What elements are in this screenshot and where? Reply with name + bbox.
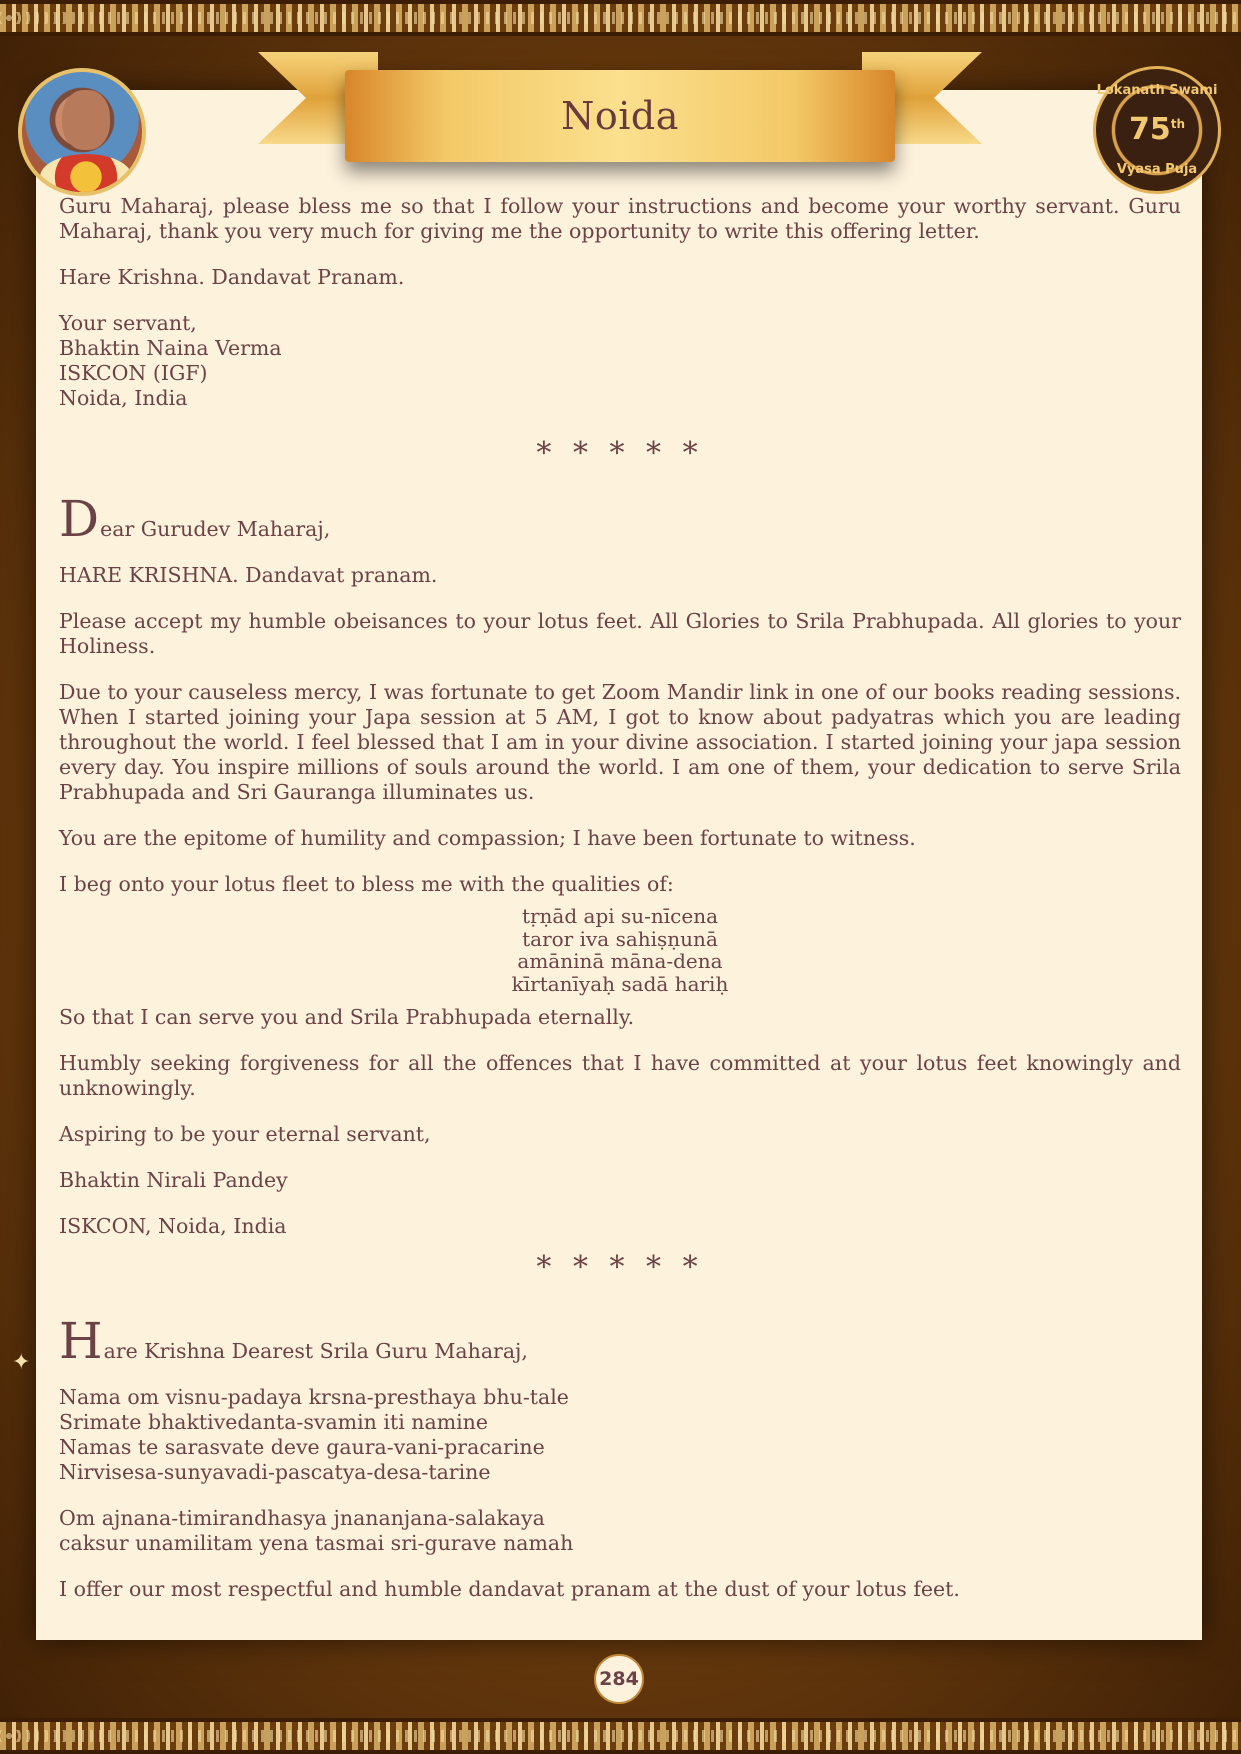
vyasa-puja-75-badge-logo [1093,66,1221,194]
guru-portrait-image [18,68,146,196]
letter1-signature-place: Noida, India [59,386,188,410]
mantra-line: Nama om visnu-padaya krsna-presthaya bhu-tale [59,1385,569,1409]
portrait-face [62,90,110,150]
letter3-salutation-text: are Krishna Dearest Srila Guru Maharaj, [103,1339,528,1363]
letter3-salutation [59,1312,1181,1370]
letter2-closing: Aspiring to be your eternal servant, [59,1122,431,1146]
title-banner [345,70,895,162]
verse-line: taror iva sahiṣṇunā [522,926,718,951]
letter2-salutation [59,490,1181,548]
letter3-paragraph-1: I offer our most respectful and humble dandavat pranam at the dust of your lotus feet. [59,1577,960,1601]
letter2-signature-place: ISKCON, Noida, India [59,1214,287,1238]
separator-stars-1: * * * * * [536,436,704,471]
letter2-greeting: HARE KRISHNA. Dandavat pranam. [59,563,438,587]
mantra-line: caksur unamilitam yena tasmai sri-gurave namah [59,1531,574,1555]
mantra-line: Namas te sarasvate deve gaura-vani-pracarine [59,1435,545,1459]
letter3-dropcap: H [59,1312,103,1370]
mantra-line: Om ajnana-timirandhasya jnananjana-salakaya [59,1506,545,1530]
letter2-paragraph-5: So that I can serve you and Srila Prabhupada eternally. [59,1005,635,1029]
sparkle-icon: ✦ [12,1350,31,1375]
verse-line: amāninā māna-dena [517,949,723,973]
separator-stars-2: * * * * * [536,1250,704,1285]
bottom-decorative-border [0,1718,1241,1754]
letter2-paragraph-3: You are the epitome of humility and compassion; I have been fortunate to witness. [59,826,916,850]
top-decorative-border [0,0,1241,36]
verse-line: kīrtanīyaḥ sadā hariḥ [511,971,729,996]
letter2-paragraph-4: I beg onto your lotus fleet to bless me with the qualities of: [59,872,674,896]
letter2-salutation-text: ear Gurudev Maharaj, [100,517,331,541]
verse-line: tṛṇād api su-nīcena [521,904,719,928]
letter2-paragraph-6: Humbly seeking forgiveness for all the offences that I have committed at your lotus feet knowingly and unknowingly. [59,1051,1181,1100]
letter2-signature-name: Bhaktin Nirali Pandey [59,1168,288,1192]
letter1-closing: Hare Krishna. Dandavat Pranam. [59,265,405,289]
letter1-signature-name: Bhaktin Naina Verma [59,336,282,360]
page-content [59,192,1181,1602]
badge-top-text: Lokanath Swami [1096,83,1218,98]
mantra-line: Srimate bhaktivedanta-svamin iti namine [59,1410,489,1434]
letter1-signature-line: Your servant, [59,311,197,335]
letter1-signature-org: ISKCON (IGF) [59,361,208,385]
page-title: Noida [561,94,679,138]
page-number: 284 [594,1654,644,1704]
letter2-paragraph-2: Due to your causeless mercy, I was fortunate to get Zoom Mandir link in one of our books reading sessions. When I started joining your Japa session at 5 AM, I got to know about padyatras which you are leading throughout the world. I feel blessed that I am in your divine association. I started joining your japa session every day. You inspire millions of souls around the world. I am one of them, your dedication to serve Srila Prabhupada and Sri Gauranga illuminates us. [59,680,1181,804]
letter2-paragraph-1: Please accept my humble obeisances to your lotus feet. All Glories to Srila Prabhupada. All glories to your Holiness. [59,609,1181,658]
letter2-dropcap: D [59,490,100,548]
letter1-paragraph: Guru Maharaj, please bless me so that I follow your instructions and become your worthy servant. Guru Maharaj, thank you very much for giving me the opportunity to write this offering letter. [59,194,1181,243]
mantra-line: Nirvisesa-sunyavadi-pascatya-desa-tarine [59,1460,491,1484]
badge-number: 75th [1128,112,1186,147]
portrait-garland [40,154,132,196]
badge-bottom-text: Vyasa Puja [1116,162,1198,177]
